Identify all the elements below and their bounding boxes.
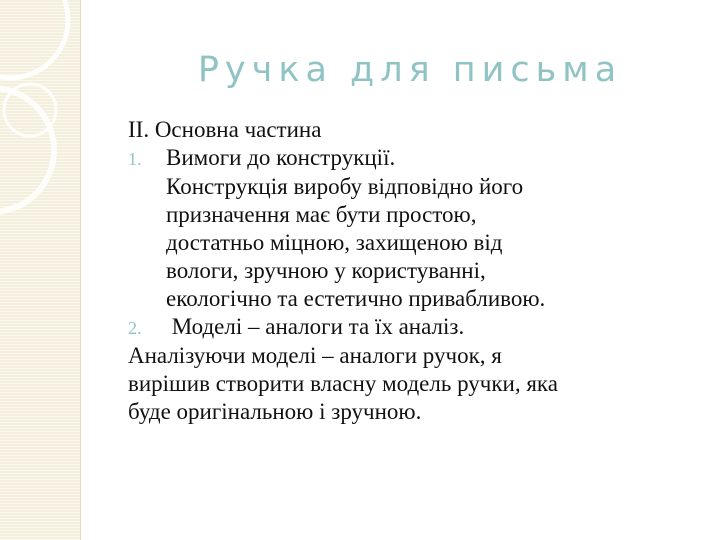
list-item [128, 144, 698, 313]
list-item-heading: Вимоги до конструкції. [166, 145, 396, 170]
list-item-text: достатньо міцною, захищеною від [166, 230, 503, 255]
conclusion-line: буде оригінальною і зручною. [128, 399, 422, 424]
slide-body [128, 116, 698, 426]
list-item-text: екологічно та естетично привабливою. [166, 286, 546, 311]
decorative-side-band [0, 0, 81, 540]
list-number: 2. [128, 318, 142, 338]
decorative-rings [0, 0, 80, 540]
list-item-text: вологи, зручною у користуванні, [166, 258, 486, 283]
list-item-text: Конструкція виробу відповідно його [166, 174, 524, 199]
section-heading: II. Основна частина [128, 117, 322, 142]
list-item-text: призначення має бути простою, [166, 202, 477, 227]
list-item [128, 313, 698, 342]
conclusion-line: Аналізуючи моделі – аналоги ручок, я [128, 343, 502, 368]
slide-title: Ручка для письма [197, 50, 623, 90]
list-number: 1. [128, 149, 142, 169]
list-item-heading: Моделі – аналоги та їх аналіз. [166, 314, 465, 339]
conclusion-line: вирішив створити власну модель ручки, яка [128, 371, 558, 396]
